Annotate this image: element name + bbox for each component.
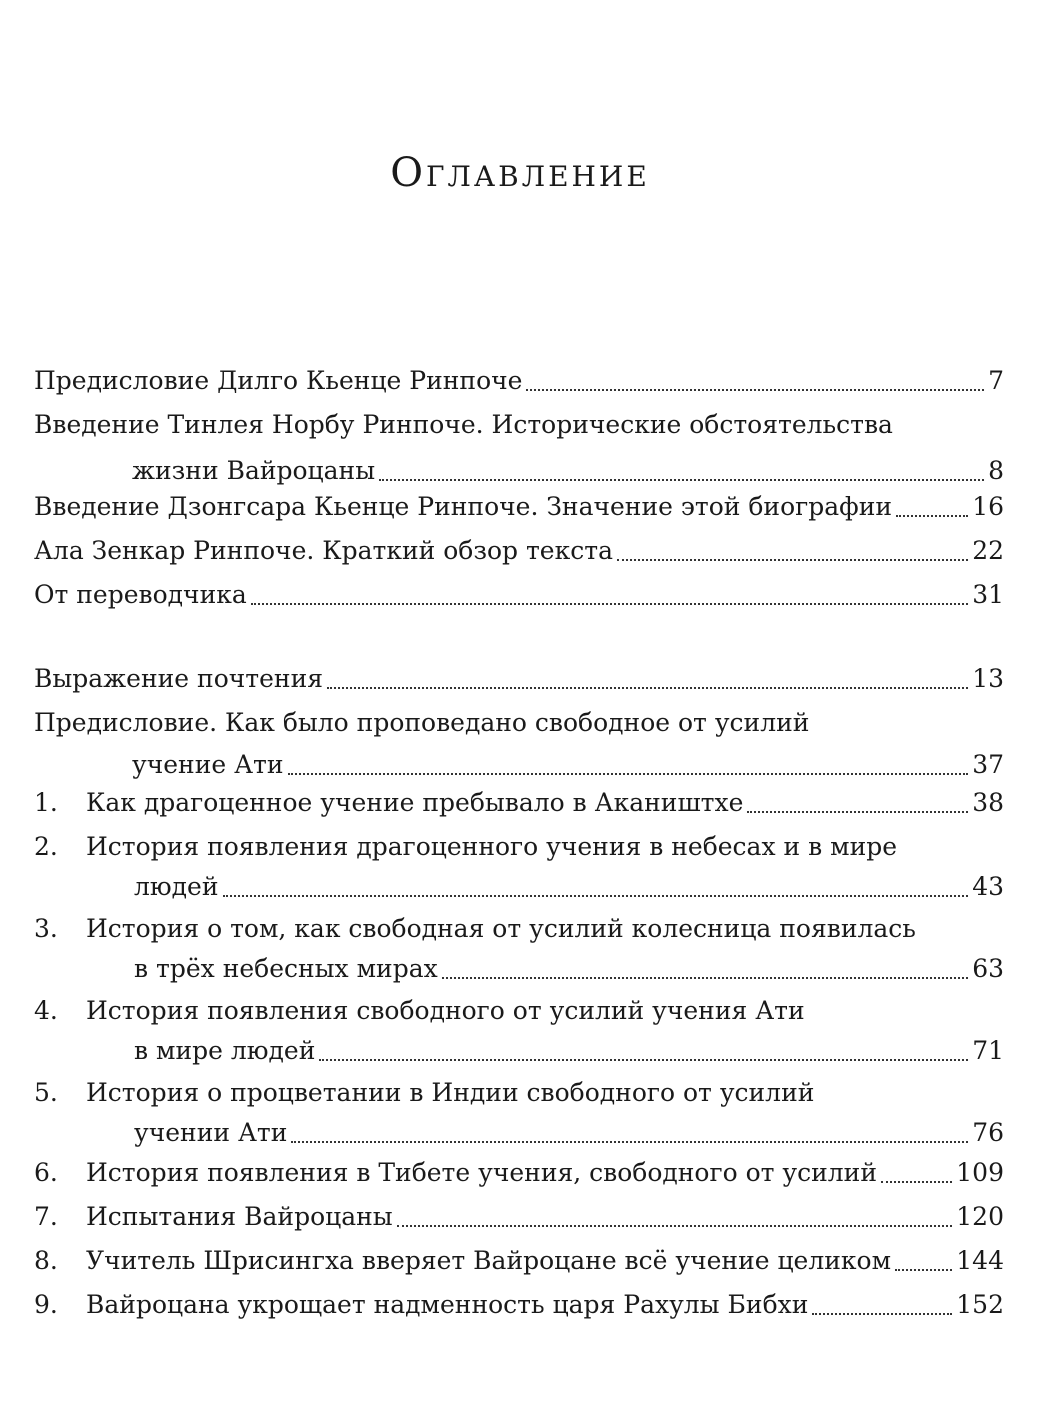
- toc-chapter[interactable]: [34, 1076, 1004, 1150]
- chapter-number: 9.: [34, 1290, 58, 1319]
- toc-entry-title: Испытания Вайроцаны: [86, 1202, 393, 1231]
- toc-entry-page: 43: [972, 872, 1004, 901]
- dot-leader: [896, 514, 968, 517]
- toc-entry-title: Вайроцана укрощает надменность царя Рахулы Бибхи: [86, 1290, 809, 1319]
- toc-entry-page: 16: [972, 492, 1004, 521]
- toc-entry[interactable]: [34, 490, 1004, 524]
- toc-entry-title: История появления свободного от усилий учения Ати: [86, 996, 805, 1025]
- dot-leader: [747, 810, 968, 813]
- toc-entry-title: Как драгоценное учение пребывало в Акаништхе: [86, 788, 744, 817]
- dot-leader: [319, 1058, 968, 1061]
- toc-entry-title: История о процветании в Индии свободного от усилий: [86, 1078, 815, 1107]
- toc-entry-title: Учитель Шрисингха вверяет Вайроцане всё учение целиком: [86, 1246, 892, 1275]
- toc-entry-page: 8: [988, 456, 1004, 485]
- toc-entry[interactable]: [34, 408, 1004, 488]
- dot-leader: [251, 602, 968, 605]
- chapter-number: 4.: [34, 996, 58, 1025]
- toc-entry-title: Введение Дзонгсара Кьенце Ринпоче. Значение этой биографии: [34, 492, 893, 521]
- chapter-number: 3.: [34, 914, 58, 943]
- toc-entry-title: Предисловие Дилго Кьенце Ринпоче: [34, 366, 523, 395]
- toc-entry-page: 63: [972, 954, 1004, 983]
- toc-entry[interactable]: [34, 706, 1004, 782]
- toc-entry-title: Предисловие. Как было проповедано свободное от усилий: [34, 708, 810, 737]
- toc-entry-title: Выражение почтения: [34, 664, 324, 693]
- chapter-number: 8.: [34, 1246, 58, 1275]
- dot-leader: [442, 976, 968, 979]
- toc-entry-page: 7: [988, 366, 1004, 395]
- toc-chapter[interactable]: [34, 786, 1004, 820]
- dot-leader: [291, 1140, 968, 1143]
- toc-chapter[interactable]: [34, 912, 1004, 986]
- dot-leader: [895, 1268, 952, 1271]
- toc-entry[interactable]: [34, 578, 1004, 612]
- chapter-number: 6.: [34, 1158, 58, 1187]
- dot-leader: [327, 686, 968, 689]
- chapter-number: 7.: [34, 1202, 58, 1231]
- dot-leader: [526, 388, 984, 391]
- toc-entry-title-cont: жизни Вайроцаны: [132, 456, 376, 485]
- toc-entry-page: 120: [956, 1202, 1004, 1231]
- dot-leader: [379, 478, 984, 481]
- toc-entry-title-cont: людей: [134, 872, 219, 901]
- toc-entry-title: История появления драгоценного учения в небесах и в мире: [86, 832, 898, 861]
- dot-leader: [617, 558, 968, 561]
- toc-entry-page: 38: [972, 788, 1004, 817]
- toc-entry-title: От переводчика: [34, 580, 247, 609]
- toc-entry[interactable]: [34, 662, 1004, 696]
- toc-entry[interactable]: [34, 534, 1004, 568]
- dot-leader: [223, 894, 969, 897]
- toc-entry-page: 109: [956, 1158, 1004, 1187]
- toc-chapter[interactable]: [34, 830, 1004, 904]
- toc-entry-page: 13: [972, 664, 1004, 693]
- toc-entry-title: История появления в Тибете учения, свободного от усилий: [86, 1158, 877, 1187]
- toc-entry-page: 71: [972, 1036, 1004, 1065]
- toc-entry-title-cont: учение Ати: [132, 750, 284, 779]
- toc-chapter[interactable]: [34, 1156, 1004, 1190]
- toc-chapter[interactable]: [34, 1244, 1004, 1278]
- dot-leader: [881, 1180, 952, 1183]
- toc-chapter[interactable]: [34, 1288, 1004, 1322]
- toc-entry-title: Введение Тинлея Норбу Ринпоче. Исторические обстоятельства: [34, 410, 893, 439]
- toc-entry-page: 31: [972, 580, 1004, 609]
- toc-entry-title: Ала Зенкар Ринпоче. Краткий обзор текста: [34, 536, 613, 565]
- dot-leader: [288, 772, 969, 775]
- chapter-number: 2.: [34, 832, 58, 861]
- toc-entry-title-cont: в мире людей: [134, 1036, 316, 1065]
- chapter-number: 5.: [34, 1078, 58, 1107]
- toc-entry-title: История о том, как свободная от усилий колесница появилась: [86, 914, 916, 943]
- toc-entry-page: 152: [956, 1290, 1004, 1319]
- dot-leader: [812, 1312, 952, 1315]
- toc-chapter[interactable]: [34, 1200, 1004, 1234]
- chapter-number: 1.: [34, 788, 58, 817]
- page-title: Оглавление: [390, 150, 650, 196]
- toc-entry-title-cont: учении Ати: [134, 1118, 288, 1147]
- toc-entry-title-cont: в трёх небесных мирах: [134, 954, 438, 983]
- toc-entry-page: 22: [972, 536, 1004, 565]
- toc-entry-page: 144: [956, 1246, 1004, 1275]
- toc-entry-page: 76: [972, 1118, 1004, 1147]
- dot-leader: [397, 1224, 953, 1227]
- toc-entry[interactable]: [34, 364, 1004, 398]
- toc-chapter[interactable]: [34, 994, 1004, 1068]
- toc-entry-page: 37: [972, 750, 1004, 779]
